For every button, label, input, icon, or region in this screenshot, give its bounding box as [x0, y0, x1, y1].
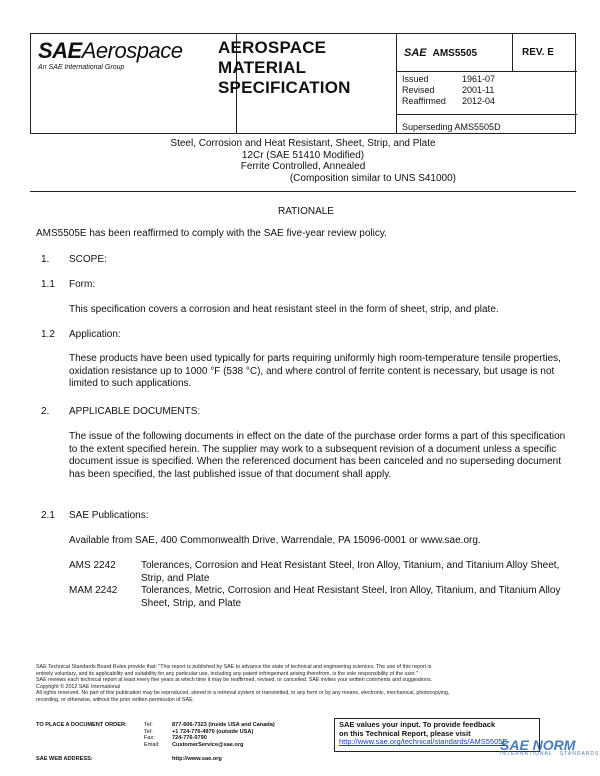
- section-text: These products have been used typically for parts requiring uniformly high room-temperature tensile properties, oxidation resistance up to 1000 °F (538 °C), and where control of ferrite content is necessary, but usage is not limited to such applications.: [69, 353, 561, 389]
- section-heading: [41, 510, 149, 523]
- contact-key: Fax:: [144, 735, 155, 742]
- section-heading: [41, 279, 95, 292]
- contact-row: [36, 735, 275, 742]
- contact-row: [36, 756, 275, 763]
- section-number: 2.: [41, 406, 50, 417]
- date-value: 1961-07: [462, 74, 496, 84]
- rationale-text: AMS5505E has been reaffirmed to comply with the SAE five-year review policy.: [36, 228, 387, 239]
- section-text: Available from SAE, 400 Commonwealth Drive, Warrendale, PA 15096-0001 or www.sae.org.: [69, 535, 481, 546]
- title-line: Steel, Corrosion and Heat Resistant, Sheet, Strip, and Plate: [170, 138, 436, 149]
- section-label: APPLICABLE DOCUMENTS:: [69, 406, 201, 417]
- contact-value: 877-606-7323 (inside USA and Canada): [172, 722, 275, 728]
- header-divider: [396, 114, 577, 115]
- feedback-text: SAE values your input. To provide feedback: [339, 720, 496, 729]
- contact-key: Email:: [144, 741, 160, 748]
- revision-label: REV. E: [522, 47, 554, 58]
- date-label: Issued: [402, 74, 429, 84]
- order-contact-block: [36, 722, 275, 763]
- footer-legal-notes: [36, 664, 576, 704]
- publication-description: Tolerances, Metric, Corrosion and Heat Resistant Steel, Iron Alloy, Titanium, and Titanium Alloy Sheet, Strip, and Plate: [141, 585, 561, 609]
- contact-row: [36, 729, 275, 736]
- document-title: [30, 136, 576, 192]
- date-value: 2012-04: [462, 96, 496, 106]
- section-label: Form:: [69, 279, 96, 290]
- section-number: 2.1: [41, 510, 55, 521]
- date-row: [402, 96, 522, 107]
- contact-key: Tel:: [144, 722, 153, 728]
- logo-subtitle: An SAE International Group: [38, 64, 125, 71]
- header-divider: [396, 71, 577, 72]
- date-label: Revised: [402, 85, 435, 95]
- publication-description: Tolerances, Corrosion and Heat Resistant Steel, Iron Alloy, Titanium, and Titanium Alloy Sheet, Strip, and Plate: [141, 560, 560, 584]
- order-label: TO PLACE A DOCUMENT ORDER:: [36, 722, 127, 728]
- section-heading: [41, 406, 200, 419]
- rationale-heading: RATIONALE: [278, 206, 334, 217]
- section-label: SCOPE:: [69, 254, 107, 265]
- sae-aerospace-logo: [38, 38, 188, 71]
- publication-code: MAM 2242: [69, 585, 118, 596]
- feedback-link[interactable]: http://www.sae.org/technical/standards/AMS5505E: [339, 737, 508, 747]
- date-row: [402, 85, 522, 96]
- header-divider: [396, 34, 397, 133]
- title-composition: (Composition similar to UNS S41000): [289, 172, 456, 184]
- date-label: Reaffirmed: [402, 96, 446, 106]
- date-value: 2001-11: [462, 85, 495, 95]
- superseding-note: Superseding AMS5505D: [402, 122, 501, 132]
- doc-type-line: AEROSPACE: [218, 38, 327, 57]
- doc-type-line: SPECIFICATION: [218, 78, 351, 97]
- title-line: 12Cr (SAE 51410 Modified): [241, 149, 365, 161]
- date-block: [402, 74, 522, 107]
- publication-entry: [69, 585, 569, 610]
- document-number: [404, 47, 477, 59]
- date-row: [402, 74, 522, 85]
- footer-note-line: recording, or otherwise, without the prior written permission of SAE.: [36, 696, 195, 703]
- sae-norm-watermark: [500, 737, 600, 759]
- document-type: [218, 38, 351, 98]
- feedback-text: on this Technical Report, please visit: [339, 728, 471, 738]
- contact-value: 724-776-0790: [172, 735, 207, 742]
- doc-number-text: AMS5505: [432, 48, 478, 59]
- section-heading: [41, 254, 107, 267]
- section-label: SAE Publications:: [69, 510, 149, 521]
- contact-row: [36, 722, 275, 729]
- contact-value: CustomerService@sae.org: [172, 741, 244, 748]
- doc-type-line: MATERIAL: [218, 58, 307, 77]
- footer-note-line: SAE reviews each technical report at least every five years at which time it may be reaffirmed, revised, or cancelled. SAE invites your written comments and suggestions.: [36, 677, 433, 684]
- footer-note-line: Copyright © 2012 SAE International: [36, 683, 120, 690]
- watermark-subtext: INTERNATIONAL · STANDARDS: [500, 751, 600, 757]
- section-number: 1.: [41, 254, 50, 265]
- publication-entry: [69, 560, 569, 585]
- publication-code: AMS 2242: [69, 560, 116, 571]
- section-text: This specification covers a corrosion and heat resistant steel in the form of sheet, strip, and plate.: [69, 304, 499, 315]
- section-number: 1.2: [41, 329, 55, 340]
- watermark-text: SAE NORM: [500, 737, 576, 753]
- footer-note-line: entirely voluntary, and its applicability and suitability for any particular use, including any patent infringement arising therefrom, is the sole responsibility of the user.": [36, 670, 418, 677]
- contact-key: Tel:: [144, 728, 153, 735]
- contact-value: +1 724-776-4970 (outside USA): [172, 728, 254, 735]
- section-text: The issue of the following documents in effect on the date of the purchase order forms a part of this specification to the extent specified herein. The supplier may work to a subsequent revision of a document unless a specific document issue is specified. When the referenced document has been canceled and no superseding document has been specified, the last published issue of that document shall apply.: [69, 431, 566, 480]
- footer-note-line: All rights reserved. No part of this publication may be reproduced, stored in a retrieval system or transmitted, in any form or by any means, electronic, mechanical, photocopying,: [36, 690, 450, 697]
- title-line: Ferrite Controlled, Annealed: [240, 161, 366, 172]
- logo-sae-text: SAE: [38, 38, 82, 63]
- sae-mini-logo: SAE: [404, 47, 427, 59]
- section-heading: [41, 329, 121, 342]
- footer-note-line: SAE Technical Standards Board Rules provide that: "This report is published by SAE to advance the state of technical and engineering sciences. The use of this report is: [36, 664, 432, 670]
- section-number: 1.1: [41, 279, 55, 290]
- web-link[interactable]: http://www.sae.org: [172, 756, 222, 763]
- header-divider: [512, 34, 513, 71]
- web-label: SAE WEB ADDRESS:: [36, 756, 93, 763]
- logo-aerospace-text: Aerospace: [81, 38, 183, 63]
- contact-row: [36, 742, 275, 749]
- section-label: Application:: [69, 329, 121, 340]
